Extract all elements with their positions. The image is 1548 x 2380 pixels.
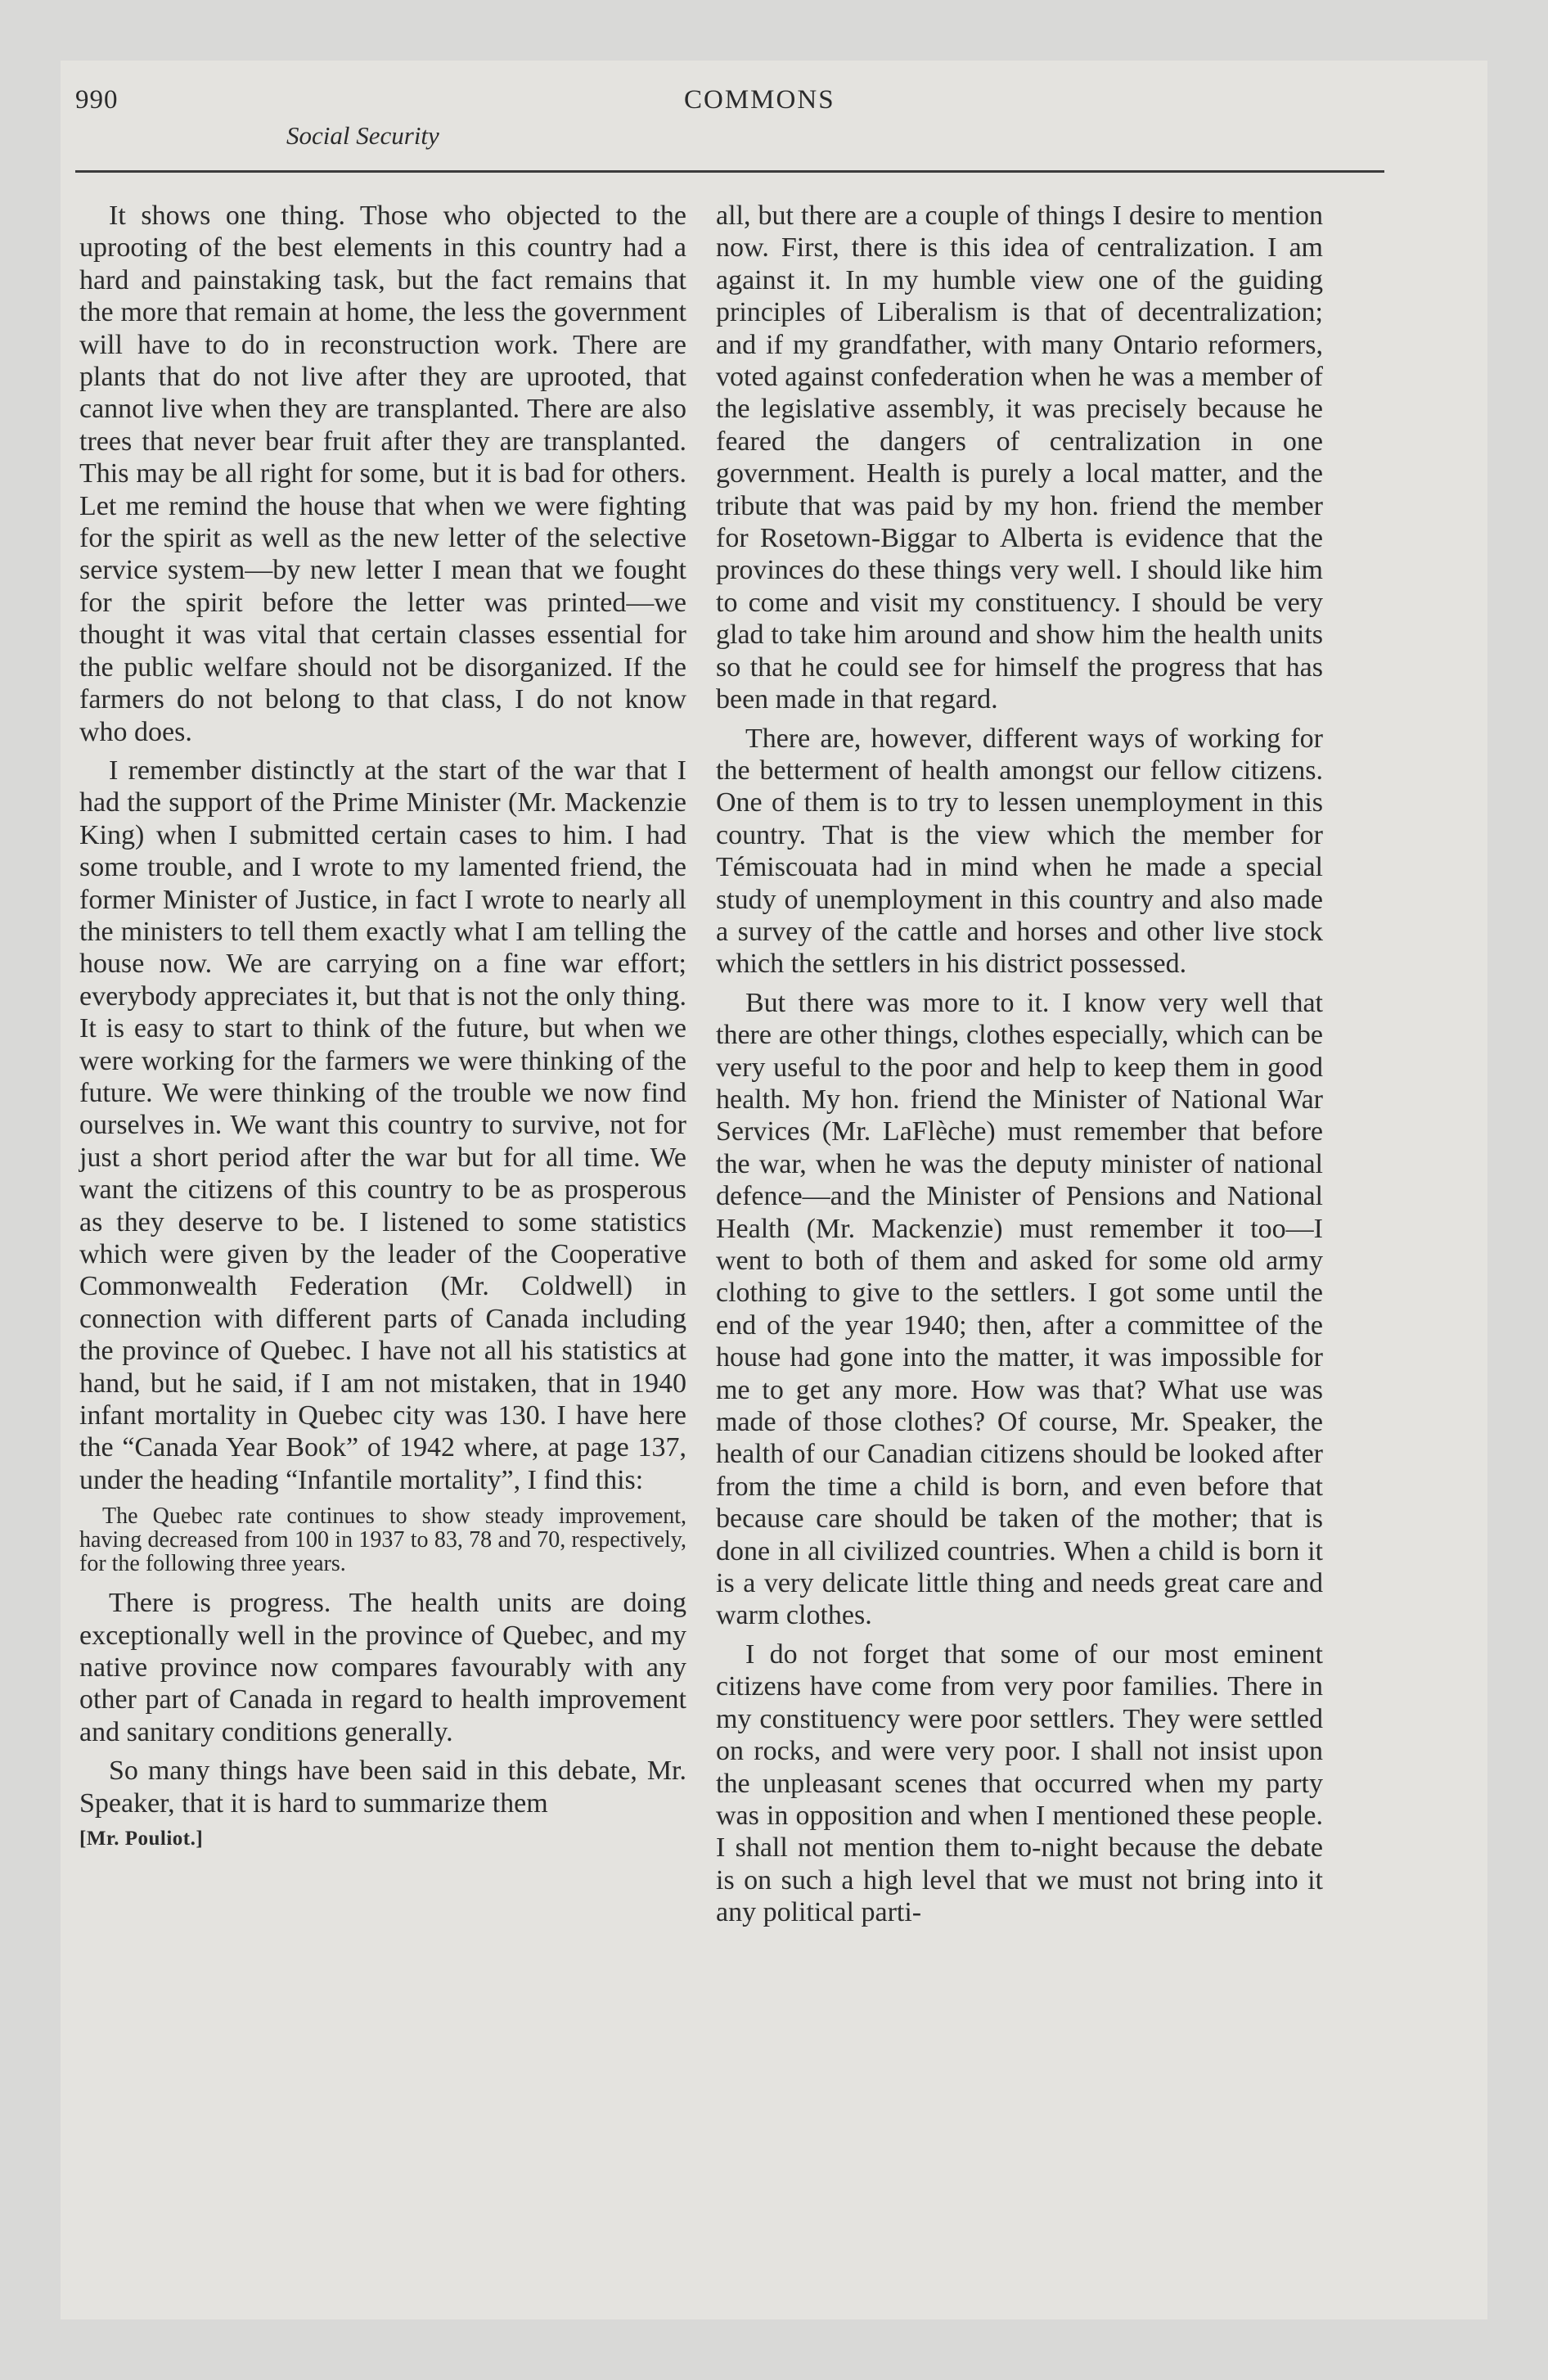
paragraph: all, but there are a couple of things I desire to mention now. First, there is this idea of centralization. I am against it. In my humble view one of the guiding principles of Liberalism is that of decentralization; and if my grandfather, with many Ontario reformers, voted against confederation when he was a member of the legislative assembly, it was precisely because he feared the dangers of centralization in one government. Health is purely a local matter, and the tribute that was paid by my hon. friend the member for Rosetown-Biggar to Alberta is evidence that the provinces do these things very well. I should like him to come and visit my constituency. I should be very glad to take him around and show him the health units so that he could see for himself the progress that has been made in that regard. — [716, 201, 1323, 715]
paragraph: So many things have been said in this debate, Mr. Speaker, that it is hard to summarize them — [79, 1756, 686, 1819]
right-column — [716, 200, 1323, 1929]
paragraph: But there was more to it. I know very well that there are other things, clothes especially, which can be very useful to the poor and help to keep them in good health. My hon. friend the Minister of National War Services (Mr. LaFlèche) must remember that before the war, when he was the deputy minister of national defence—and the Minister of Pensions and National Health (Mr. Mackenzie) must remember it too—I went to both of them and asked for some old army clothing to give to the settlers. I got some until the end of the year 1940; then, after a committee of the house had gone into the matter, it was impossible for me to get any more. How was that? What use was made of those clothes? Of course, Mr. Speaker, the health of our Canadian citizens should be looked after from the time a child is born, and even before that because care should be taken of the mother; that is done in all civilized countries. When a child is born it is a very delicate little thing and needs great care and warm clothes. — [716, 987, 1323, 1631]
paragraph: I do not forget that some of our most eminent citizens have come from very poor families. There in my constituency were poor settlers. They were settled on rocks, and were very poor. I shall not insist upon the unpleasant scenes that occurred when my party was in opposition and when I mentioned these people. I shall not mention them to-night because the debate is on such a high level that we must not bring into it any political parti- — [716, 1639, 1323, 1928]
page-number: 990 — [75, 85, 119, 115]
block-quote: The Quebec rate continues to show steady improvement, having decreased from 100 in 1937 to 83, 78 and 70, respectively, for the following three years. — [79, 1503, 686, 1577]
speaker-tag: [Mr. Pouliot.] — [79, 1828, 204, 1850]
page-title: COMMONS — [684, 85, 835, 115]
paragraph: I remember distinctly at the start of the war that I had the support of the Prime Minister (Mr. Mackenzie King) when I submitted certain cases to him. I had some trouble, and I wrote to my lamented friend, the former Minister of Justice, in fact I wrote to nearly all the ministers to tell them exactly what I am telling the house now. We are carrying on a fine war effort; everybody appreciates it, but that is not the only thing. It is easy to start to think of the future, but when we were working for the farmers we were thinking of the future. We were thinking of the trouble we now find ourselves in. We want this country to survive, not for just a short period after the war but for all time. We want the citizens of this country to be as prosperous as they deserve to be. I listened to some statistics which were given by the leader of the Cooperative Commonwealth Federation (Mr. Coldwell) in connection with different parts of Canada including the province of Quebec. I have not all his statistics at hand, but he said, if I am not mistaken, that in 1940 infant mortality in Quebec city was 130. I have here the “Canada Year Book” of 1942 where, at page 137, under the heading “Infantile mortality”, I find this: — [79, 755, 686, 1495]
paragraph: There are, however, different ways of working for the betterment of health amongst our fellow citizens. One of them is to try to lessen unemployment in this country. That is the view which the member for Témiscouata had in mind when he made a special study of unemployment in this country and also made a survey of the cattle and horses and other live stock which the settlers in his district possessed. — [716, 723, 1323, 980]
header-rule — [75, 170, 1384, 173]
paragraph: There is progress. The health units are doing exceptionally well in the province of Quebec, and my native province now compares favourably with any other part of Canada in regard to health improvement and sanitary conditions generally. — [79, 1588, 686, 1747]
section-subtitle: Social Security — [286, 121, 439, 150]
left-column — [79, 200, 686, 1855]
paragraph: It shows one thing. Those who objected to the uprooting of the best elements in this country had a hard and painstaking task, but the fact remains that the more that remain at home, the less the government will have to do in reconstruction work. There are plants that do not live after they are uprooted, that cannot live when they are transplanted. There are also trees that never bear fruit after they are transplanted. This may be all right for some, but it is bad for others. Let me remind the house that when we were fighting for the spirit as well as the new letter of the selective service system—by new letter I mean that we fought for the spirit before the letter was printed—we thought it was vital that certain classes essential for the public welfare should not be disorganized. If the farmers do not belong to that class, I do not know who does. — [79, 201, 686, 747]
